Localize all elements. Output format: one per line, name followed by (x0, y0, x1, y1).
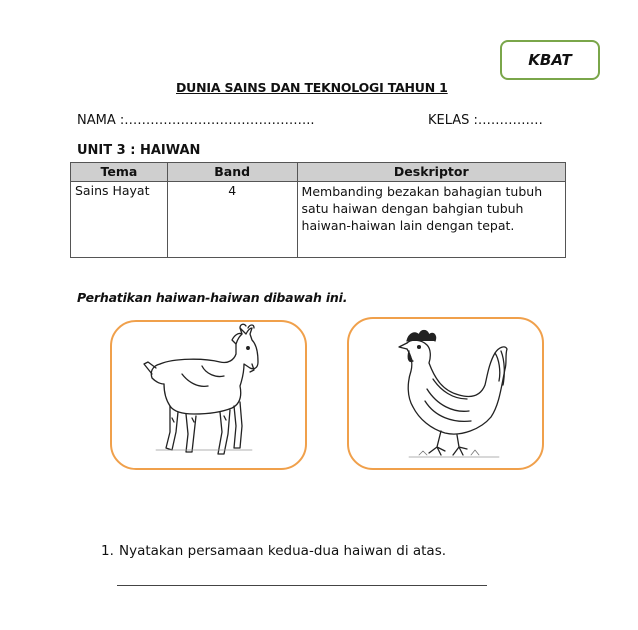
kelas-field: KELAS :…………… (428, 113, 543, 128)
goat-card (110, 320, 307, 470)
question-1 (101, 543, 446, 559)
cell-tema: Sains Hayat (71, 182, 168, 258)
header-tema: Tema (71, 163, 168, 182)
unit-heading: UNIT 3 : HAIWAN (77, 143, 201, 158)
header-deskriptor: Deskriptor (297, 163, 565, 182)
header-band: Band (167, 163, 297, 182)
hen-icon (349, 319, 546, 472)
answer-line[interactable] (117, 585, 487, 586)
worksheet-title: DUNIA SAINS DAN TEKNOLOGI TAHUN 1 (176, 80, 448, 95)
question-number: 1. (101, 543, 114, 559)
goat-icon (112, 322, 309, 472)
cell-deskriptor: Membanding bezakan bahagian tubuh satu haiwan dengan bahgian tubuh haiwan-haiwan lain dengan tepat. (297, 182, 565, 258)
question-text: Nyatakan persamaan kedua-dua haiwan di atas. (119, 543, 447, 559)
hen-card (347, 317, 544, 470)
info-table (70, 162, 566, 258)
instruction-text: Perhatikan haiwan-haiwan dibawah ini. (77, 290, 348, 305)
cell-band: 4 (167, 182, 297, 258)
table-header-row (71, 163, 566, 182)
table-row (71, 182, 566, 258)
nama-field: NAMA :…………………………………….. (77, 113, 315, 128)
kbat-badge: KBAT (500, 40, 600, 80)
